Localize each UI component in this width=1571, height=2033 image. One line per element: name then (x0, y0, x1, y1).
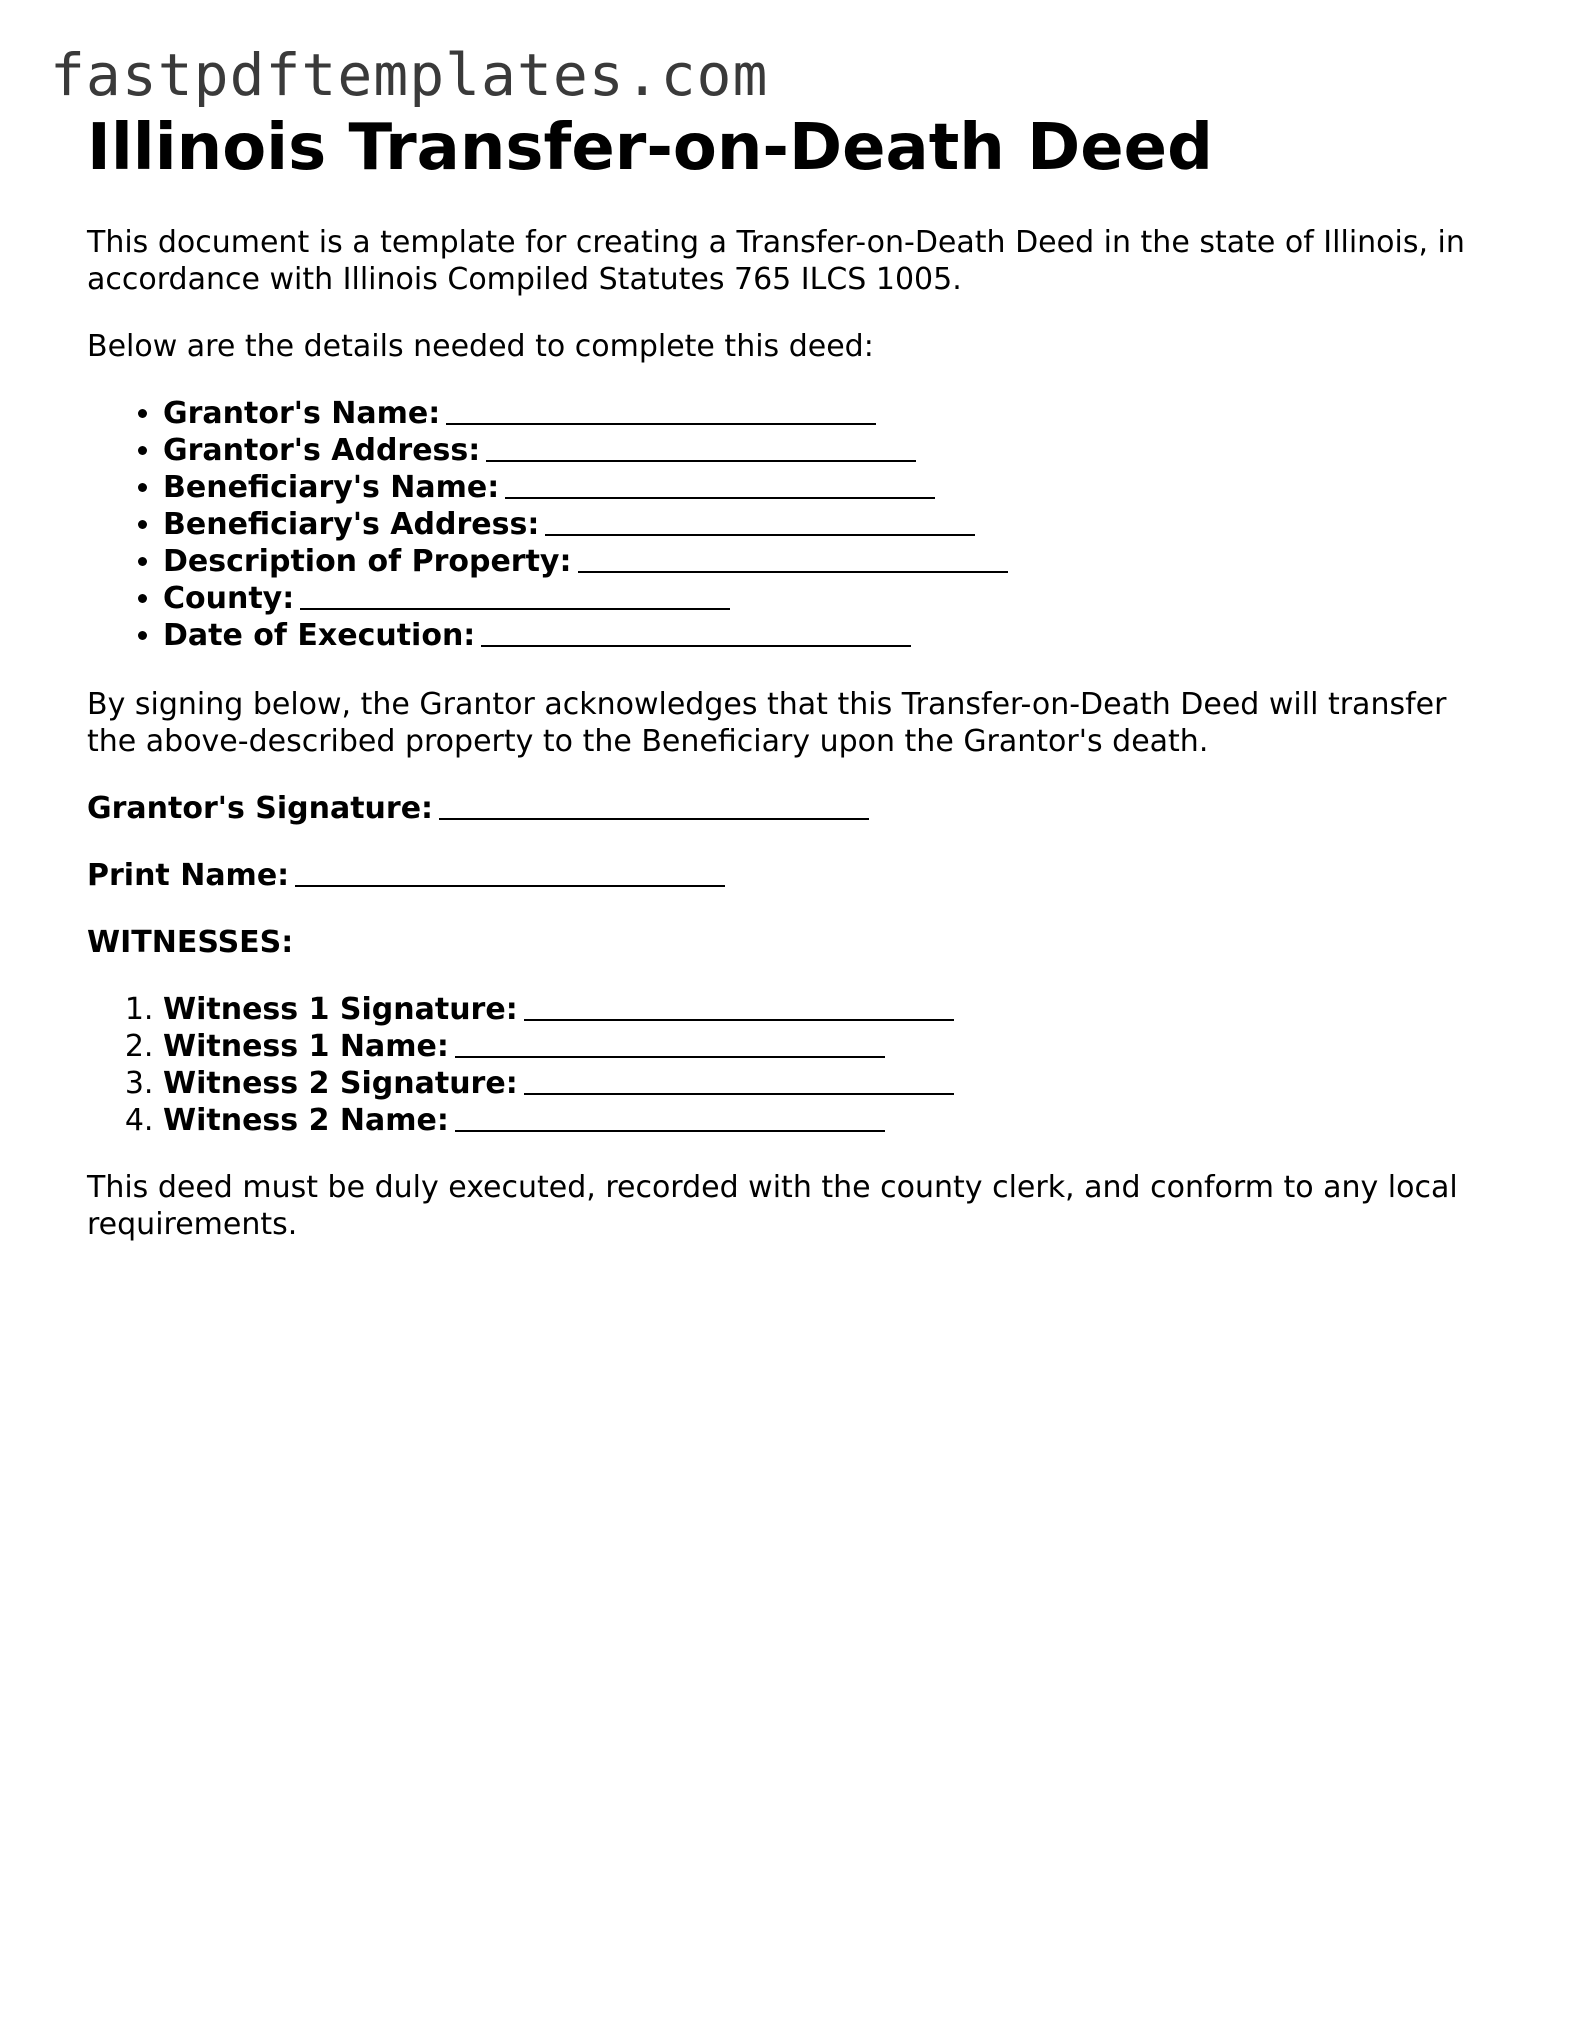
fill-in-blank[interactable] (455, 1129, 885, 1132)
fill-in-blank[interactable] (545, 533, 975, 536)
field-county (163, 580, 1487, 617)
field-beneficiary-name (163, 469, 1487, 506)
fill-in-blank[interactable] (505, 496, 935, 499)
field-label: Witness 2 Signature: (163, 1066, 518, 1101)
field-label: Description of Property: (163, 544, 572, 579)
fill-in-blank[interactable] (481, 644, 911, 647)
fill-in-blank[interactable] (524, 1018, 954, 1021)
field-label: Beneficiary's Address: (163, 507, 540, 542)
field-label: Grantor's Name: (163, 396, 441, 431)
field-grantor-name (163, 395, 1487, 432)
closing-paragraph: This deed must be duly executed, recorded with the county clerk, and conform to any local requirements. (87, 1170, 1458, 1242)
field-label: Beneficiary's Name: (163, 470, 500, 505)
grantor-signature-line (87, 790, 1487, 827)
field-beneficiary-address (163, 506, 1487, 543)
fill-in-blank[interactable] (446, 422, 876, 425)
fill-in-blank[interactable] (578, 570, 1008, 573)
fill-in-blank[interactable] (455, 1055, 885, 1058)
fill-in-blank[interactable] (524, 1092, 954, 1095)
grantor-signature-label: Grantor's Signature: (87, 791, 434, 826)
fill-in-blank[interactable] (486, 459, 916, 462)
document-page (87, 112, 1487, 1243)
witness-1-signature (163, 991, 1487, 1028)
watermark: fastpdftemplates.com (50, 41, 769, 109)
details-intro: Below are the details needed to complete this deed: (87, 329, 874, 364)
witness-2-signature (163, 1065, 1487, 1102)
field-property-description (163, 543, 1487, 580)
document-title: Illinois Transfer-on-Death Deed (87, 111, 1213, 185)
field-label: Date of Execution: (163, 618, 476, 653)
print-name-line (87, 857, 1487, 894)
field-label: County: (163, 581, 295, 616)
witnesses-heading: WITNESSES: (87, 925, 294, 960)
fill-in-blank[interactable] (300, 607, 730, 610)
field-date-of-execution (163, 617, 1487, 654)
field-label: Witness 1 Signature: (163, 992, 518, 1027)
fill-in-blank[interactable] (439, 817, 869, 820)
witness-2-name (163, 1102, 1487, 1139)
intro-paragraph: This document is a template for creating a Transfer-on-Death Deed in the state of Illinois, in accordance with Illinois Compiled Statutes 765 ILCS 1005. (87, 225, 1465, 297)
acknowledgement-paragraph: By signing below, the Grantor acknowledges that this Transfer-on-Death Deed will transfer the above-described property to the Beneficiary upon the Grantor's death. (87, 687, 1447, 759)
details-list (87, 395, 1487, 654)
field-grantor-address (163, 432, 1487, 469)
witness-1-name (163, 1028, 1487, 1065)
print-name-label: Print Name: (87, 858, 290, 893)
field-label: Witness 1 Name: (163, 1029, 449, 1064)
field-label: Grantor's Address: (163, 433, 481, 468)
field-label: Witness 2 Name: (163, 1103, 449, 1138)
fill-in-blank[interactable] (295, 884, 725, 887)
witness-list (87, 991, 1487, 1139)
